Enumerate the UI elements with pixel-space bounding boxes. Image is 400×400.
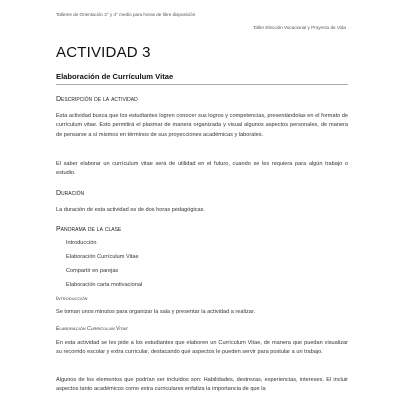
- page-header-right: Taller Elección Vocacional y Proyecto de Vida: [253, 25, 346, 30]
- description-paragraph-2: El saber elaborar un currículum vitae será de utilidad en el futuro, cuando se les requiera para algún trabajo o estudio.: [56, 161, 348, 177]
- introduction-heading: Introducción: [56, 296, 88, 302]
- activity-title: ACTIVIDAD 3: [56, 44, 151, 61]
- title-divider: [56, 84, 348, 85]
- overview-item: Elaboración Currículum Vitae: [66, 254, 139, 260]
- description-paragraph-1: Esta actividad busca que los estudiantes logren conocer sus logros y competencias, presentándolas en el formato de currículum vitae. Esto permitirá el plasmar de manera organizada y visual algunos aspectos personales, de manera de pensarse a sí mismos en términos de sus proyecciones académicas y laborales.: [56, 113, 348, 138]
- overview-item: Introducción: [66, 240, 97, 246]
- activity-subtitle: Elaboración de Currículum Vitae: [56, 72, 174, 81]
- duration-heading: Duración: [56, 190, 85, 197]
- overview-item: Compartir en parejas: [66, 268, 119, 274]
- duration-paragraph: La duración de esta actividad es de dos horas pedagógicas.: [56, 207, 205, 213]
- cv-paragraph-1: En esta actividad se les pide a los estudiantes que elaboren un Currículum Vitae, de manera que puedan visualizar su recorrido escolar y extra curricular, destacando qué aspectos le pueden servir para postular a un trabajo.: [56, 340, 348, 356]
- overview-heading: Panorama de la clase: [56, 226, 122, 233]
- cv-section-heading: Elaboración Currículum Vitae: [56, 326, 128, 332]
- page-header-left: Talleres de Orientación 3° y 4° medio para horas de libre disposición: [56, 12, 196, 17]
- cv-paragraph-2: Algunos de los elementos que podrían ser incluidos son: Habilidades, destrezas, experiencias, intereses. El incluir aspectos tanto académicos como extra curriculares enfatiza la importancia de que la: [56, 377, 348, 393]
- overview-item: Elaboración carta motivacional: [66, 282, 143, 288]
- description-heading: Descripción de la actividad: [56, 96, 138, 103]
- introduction-paragraph: Se toman unos minutos para organizar la sala y presentar la actividad a realizar.: [56, 309, 255, 315]
